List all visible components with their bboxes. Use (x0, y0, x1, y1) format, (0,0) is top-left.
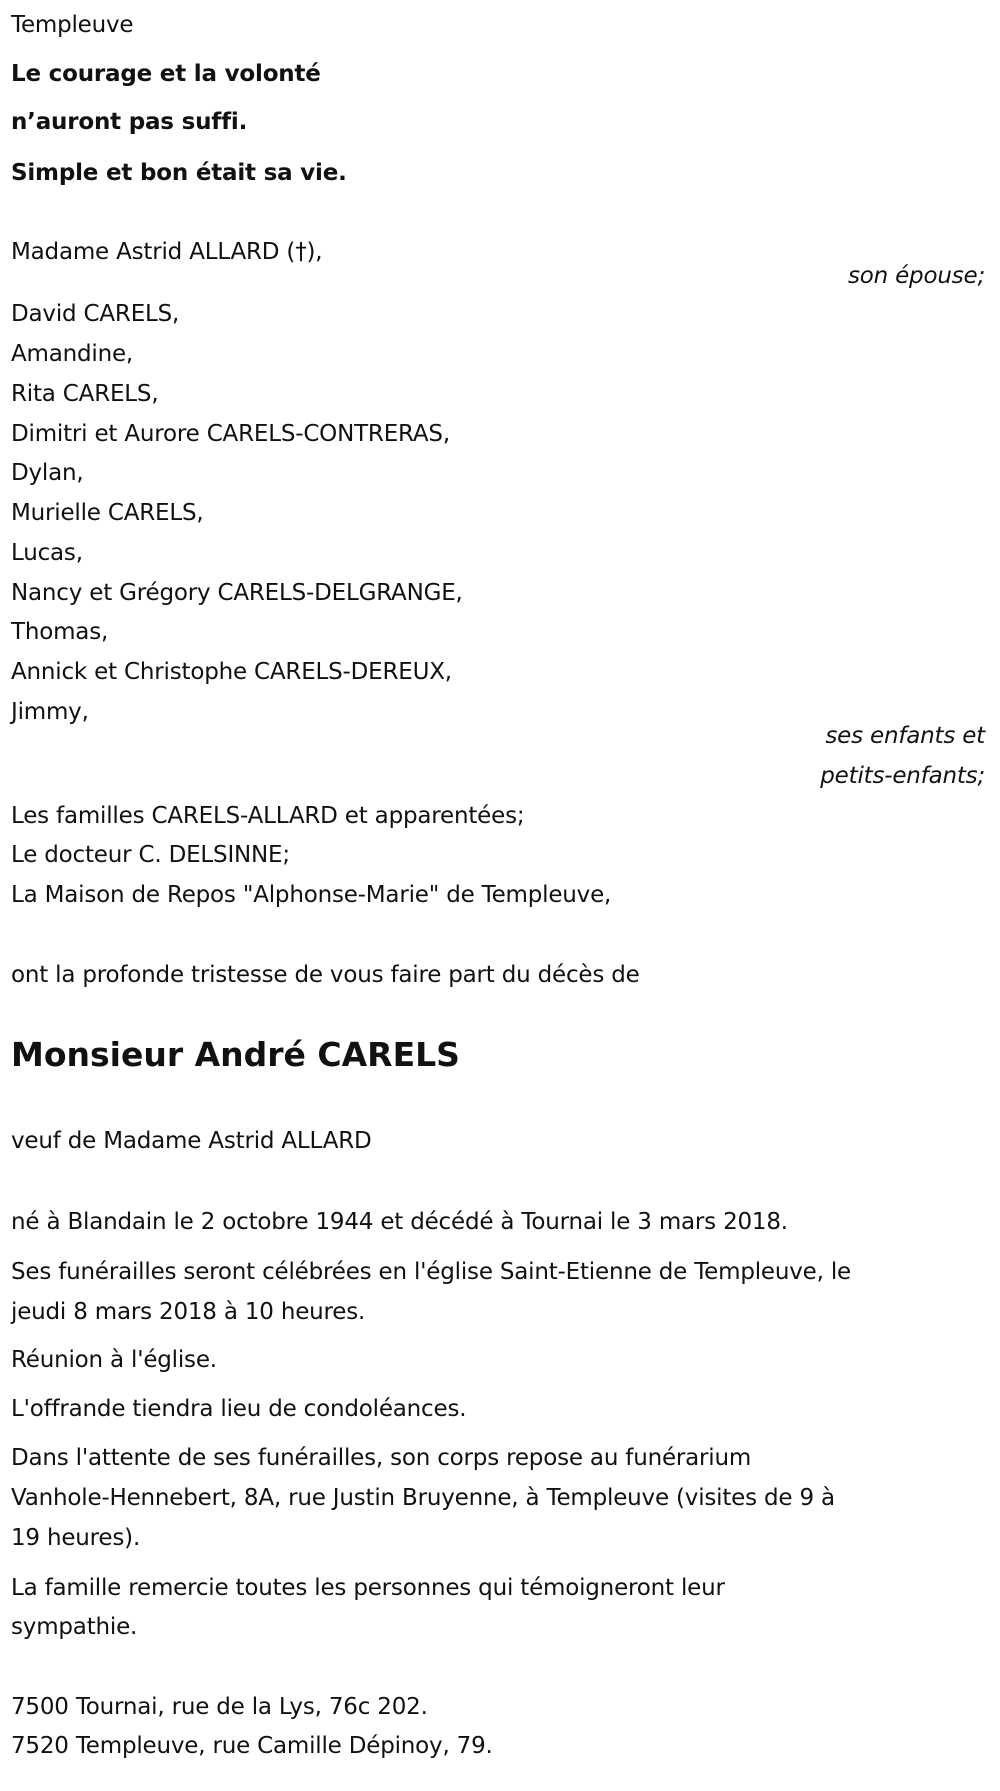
announcement: ont la profonde tristesse de vous faire part du décès de (11, 962, 640, 988)
meeting-line: Réunion à l'église. (11, 1347, 217, 1373)
epigraph-line: n’auront pas suffi. (11, 109, 248, 135)
care-home-line: La Maison de Repos "Alphonse-Marie" de Templeuve, (11, 882, 612, 908)
deceased-name: Monsieur André CARELS (11, 1035, 460, 1074)
spouse-name: Madame Astrid ALLARD (†), (11, 239, 323, 265)
repose-line: Dans l'attente de ses funérailles, son corps repose au funérarium (11, 1445, 752, 1471)
list-item: David CARELS, (11, 301, 180, 327)
thanks-line: La famille remercie toutes les personnes qui témoigneront leur (11, 1575, 725, 1601)
doctor-line: Le docteur C. DELSINNE; (11, 842, 290, 868)
funeral-line: jeudi 8 mars 2018 à 10 heures. (11, 1299, 366, 1325)
list-item: Rita CARELS, (11, 381, 159, 407)
epigraph-line: Simple et bon était sa vie. (11, 160, 347, 186)
list-item: Jimmy, (11, 699, 89, 725)
thanks-line: sympathie. (11, 1614, 138, 1640)
list-item: Amandine, (11, 341, 134, 367)
list-item: Nancy et Grégory CARELS-DELGRANGE, (11, 580, 463, 606)
list-item: Dimitri et Aurore CARELS-CONTRERAS, (11, 421, 450, 447)
widower-line: veuf de Madame Astrid ALLARD (11, 1128, 372, 1154)
address-line: 7500 Tournai, rue de la Lys, 76c 202. (11, 1694, 428, 1720)
funeral-line: Ses funérailles seront célébrées en l'église Saint-Etienne de Templeuve, le (11, 1259, 851, 1285)
spouse-relation: son épouse; (847, 263, 985, 289)
repose-line: Vanhole-Hennebert, 8A, rue Justin Bruyenne, à Templeuve (visites de 9 à (11, 1485, 835, 1511)
epigraph-line: Le courage et la volonté (11, 61, 321, 87)
offering-line: L'offrande tiendra lieu de condoléances. (11, 1396, 467, 1422)
repose-line: 19 heures). (11, 1525, 141, 1551)
birth-death: né à Blandain le 2 octobre 1944 et décédé à Tournai le 3 mars 2018. (11, 1209, 788, 1235)
list-item: Dylan, (11, 460, 84, 486)
list-item: Murielle CARELS, (11, 500, 204, 526)
list-item: Thomas, (11, 619, 109, 645)
children-relation: ses enfants et (825, 723, 985, 749)
list-item: Annick et Christophe CARELS-DEREUX, (11, 659, 452, 685)
children-relation: petits-enfants; (820, 763, 985, 789)
list-item: Lucas, (11, 540, 83, 566)
address-line: 7520 Templeuve, rue Camille Dépinoy, 79. (11, 1733, 493, 1759)
location: Templeuve (11, 12, 134, 38)
family-line: Les familles CARELS-ALLARD et apparentées; (11, 803, 525, 829)
